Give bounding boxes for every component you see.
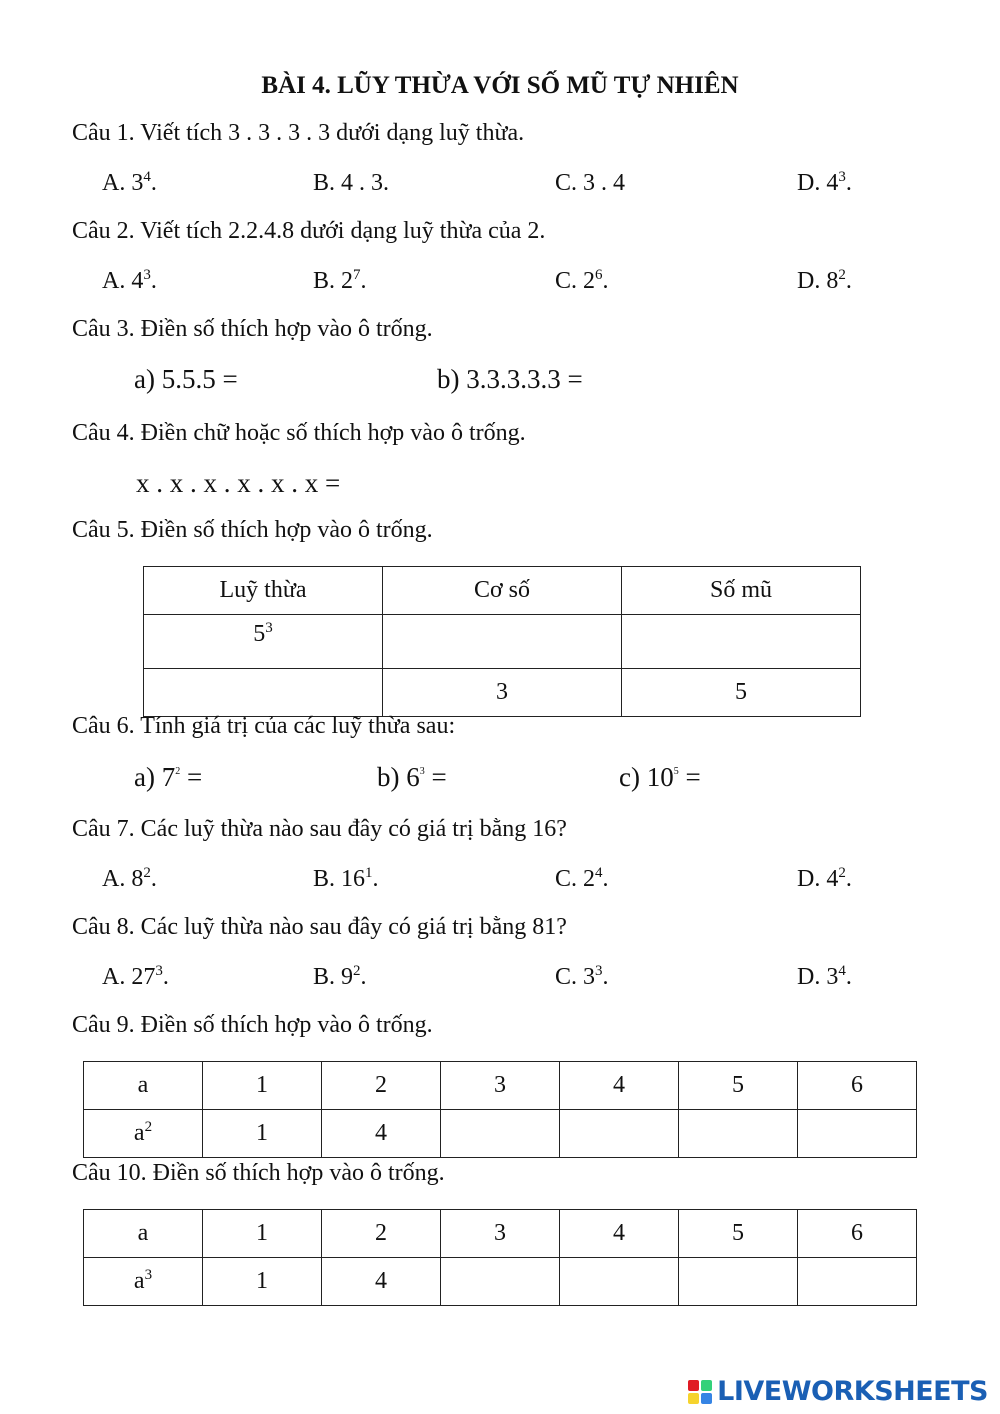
- q7-option-c[interactable]: C. $2^4$.: [555, 865, 609, 892]
- q8-option-c[interactable]: C. $3^3$.: [555, 963, 609, 990]
- q7-option-a[interactable]: A. $8^2$.: [102, 865, 157, 892]
- q3-part-a[interactable]: a) 5.5.5 =: [134, 364, 238, 394]
- q1-option-c[interactable]: C. 3 . 4: [555, 170, 626, 196]
- q1-option-a[interactable]: A. $3^4$.: [102, 169, 157, 196]
- q5-header-exponent: Số mũ: [622, 567, 861, 615]
- q6-part-a[interactable]: a) $7^2$ =: [134, 762, 203, 792]
- q8-option-b[interactable]: B. $9^2$.: [313, 963, 367, 990]
- q10-value-cell: 1: [203, 1258, 322, 1306]
- q4-expression[interactable]: x . x . x . x . x . x =: [136, 468, 341, 498]
- q10-input-cell[interactable]: [441, 1258, 560, 1306]
- q10-header-a: a: [84, 1210, 203, 1258]
- question-4: Câu 4. Điền chữ hoặc số thích hợp vào ô trống.: [72, 420, 526, 446]
- q10-header-cell: 2: [322, 1210, 441, 1258]
- q9-header-cell: 2: [322, 1062, 441, 1110]
- question-3: Câu 3. Điền số thích hợp vào ô trống.: [72, 316, 433, 342]
- q9-header-a: a: [84, 1062, 203, 1110]
- q9-input-cell[interactable]: [679, 1110, 798, 1158]
- q10-input-cell[interactable]: [679, 1258, 798, 1306]
- liveworksheets-logo-icon: [688, 1380, 712, 1404]
- q10-input-cell[interactable]: [798, 1258, 917, 1306]
- question-6: Câu 6. Tính giá trị của các luỹ thừa sau:: [72, 713, 456, 739]
- q1-option-d[interactable]: D. $4^3$.: [797, 169, 852, 196]
- q9-header-cell: 1: [203, 1062, 322, 1110]
- q9-value-cell: 4: [322, 1110, 441, 1158]
- q9-value-cell: 1: [203, 1110, 322, 1158]
- q5-table: [143, 566, 861, 717]
- question-10: Câu 10. Điền số thích hợp vào ô trống.: [72, 1160, 445, 1186]
- q9-table: [83, 1061, 917, 1158]
- q5-cell-exponent: 5: [622, 669, 861, 717]
- q5-input-base[interactable]: [383, 615, 622, 669]
- q10-row-label: $a^3$: [84, 1258, 203, 1306]
- q9-input-cell[interactable]: [441, 1110, 560, 1158]
- q10-header-cell: 5: [679, 1210, 798, 1258]
- q10-header-cell: 3: [441, 1210, 560, 1258]
- q1-option-b[interactable]: B. 4 . 3.: [313, 170, 390, 196]
- q5-header-power: Luỹ thừa: [144, 567, 383, 615]
- q3-part-b[interactable]: b) 3.3.3.3.3 =: [437, 364, 583, 394]
- liveworksheets-logo: [688, 1376, 988, 1407]
- q9-input-cell[interactable]: [560, 1110, 679, 1158]
- q5-cell-base: 3: [383, 669, 622, 717]
- page-title: BÀI 4. LŨY THỪA VỚI SỐ MŨ TỰ NHIÊN: [261, 72, 739, 99]
- liveworksheets-logo-text: LIVEWORKSHEETS: [717, 1376, 988, 1407]
- q9-header-cell: 6: [798, 1062, 917, 1110]
- q8-option-d[interactable]: D. $3^4$.: [797, 963, 852, 990]
- q9-header-cell: 3: [441, 1062, 560, 1110]
- q6-part-c[interactable]: c) $10^5$ =: [619, 762, 701, 792]
- q9-header-cell: 4: [560, 1062, 679, 1110]
- q5-input-exponent[interactable]: [622, 615, 861, 669]
- q10-value-cell: 4: [322, 1258, 441, 1306]
- q7-option-d[interactable]: D. $4^2$.: [797, 865, 852, 892]
- q10-input-cell[interactable]: [560, 1258, 679, 1306]
- question-9: Câu 9. Điền số thích hợp vào ô trống.: [72, 1012, 433, 1038]
- q10-header-cell: 1: [203, 1210, 322, 1258]
- question-2: Câu 2. Viết tích 2.2.4.8 dưới dạng luỹ thừa của 2.: [72, 218, 546, 244]
- question-5: Câu 5. Điền số thích hợp vào ô trống.: [72, 517, 433, 543]
- question-1: Câu 1. Viết tích 3 . 3 . 3 . 3 dưới dạng luỹ thừa.: [72, 120, 525, 146]
- q9-header-cell: 5: [679, 1062, 798, 1110]
- q9-input-cell[interactable]: [798, 1110, 917, 1158]
- q10-header-cell: 6: [798, 1210, 917, 1258]
- q10-table: [83, 1209, 917, 1306]
- q6-part-b[interactable]: b) $6^3$ =: [377, 762, 447, 792]
- q7-option-b[interactable]: B. $16^1$.: [313, 865, 379, 892]
- q2-option-c[interactable]: C. $2^6$.: [555, 267, 609, 294]
- q2-option-d[interactable]: D. $8^2$.: [797, 267, 852, 294]
- question-8: Câu 8. Các luỹ thừa nào sau đây có giá trị bằng 81?: [72, 914, 567, 940]
- q5-input-power[interactable]: [144, 669, 383, 717]
- q5-cell-power: $5^3$: [144, 615, 383, 669]
- q2-option-a[interactable]: A. $4^3$.: [102, 267, 157, 294]
- q2-option-b[interactable]: B. $2^7$.: [313, 267, 367, 294]
- q10-header-cell: 4: [560, 1210, 679, 1258]
- q5-header-base: Cơ số: [383, 567, 622, 615]
- q9-row-label: $a^2$: [84, 1110, 203, 1158]
- q8-option-a[interactable]: A. $27^3$.: [102, 963, 169, 990]
- question-7: Câu 7. Các luỹ thừa nào sau đây có giá trị bằng 16?: [72, 816, 567, 842]
